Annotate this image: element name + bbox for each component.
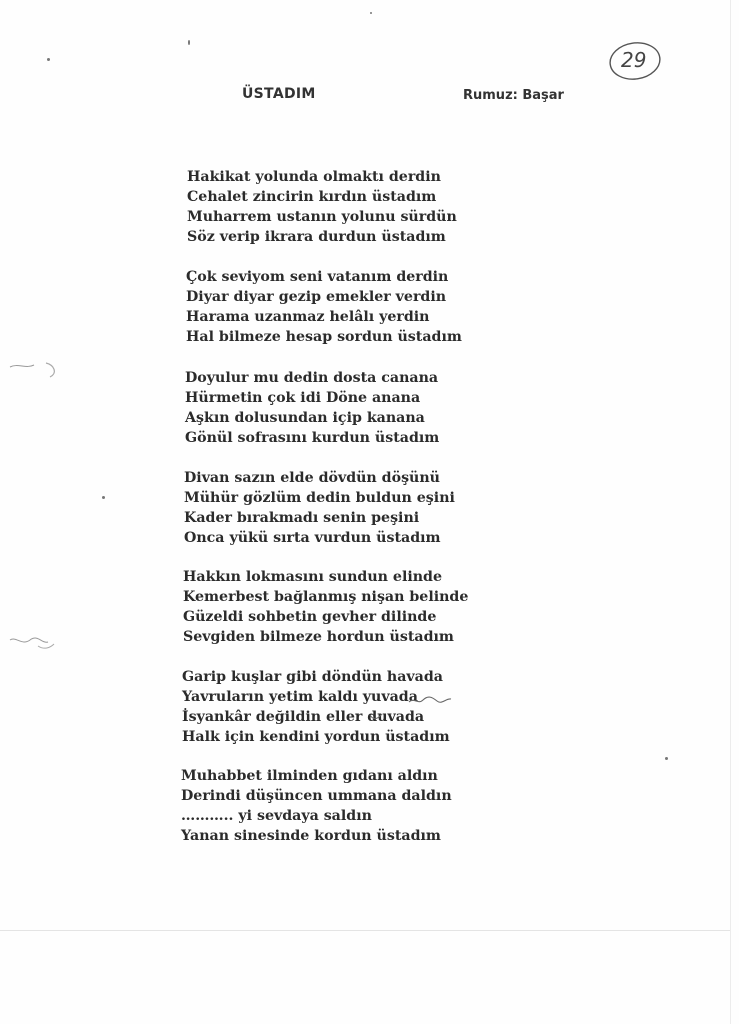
dust-speck [665,757,668,760]
poem-line: Hakikat yolunda olmaktı derdin [187,169,441,185]
stanza-3 [185,368,439,448]
stanza-5 [183,567,468,647]
stanza-2 [186,267,462,347]
poem-line: Onca yükü sırta vurdun üstadım [184,530,441,546]
poem-line: Aşkın dolusundan içip kanana [185,410,425,426]
dust-speck [47,58,50,61]
poem-line: Yanan sinesinde kordun üstadım [181,828,441,844]
poem-line: Güzeldi sohbetin gevher dilinde [183,609,437,625]
poem-line: Halk için kendini yordun üstadım [182,729,450,745]
pencil-tick-icon [369,712,383,722]
poem-line: Cehalet zincirin kırdın üstadım [187,189,437,205]
poem-line: Yavruların yetim kaldı yuvada [182,689,418,705]
poem-line: Doyulur mu dedin dosta canana [185,370,439,386]
poem-line: Kemerbest bağlanmış nişan belinde [183,589,469,605]
author-pseudonym: Rumuz: Başar [463,88,564,103]
poem-line: Kader bırakmadı senin peşini [184,510,420,526]
poem-line: Mühür gözlüm dedin buldun eşini [184,490,455,506]
page-right-edge [730,0,731,1024]
poem-line: Sevgiden bilmeze hordun üstadım [183,629,454,645]
page-bottom-edge [0,930,730,931]
stanza-7 [181,766,452,846]
poem-line: Hakkın lokmasını sundun elinde [183,569,442,585]
poem-line: Muharrem ustanın yolunu sürdün [187,209,457,225]
poem-line: Hürmetin çok idi Döne anana [185,390,421,406]
dust-speck [370,12,372,14]
dust-speck [102,496,105,499]
poem-line: Gönül sofrasını kurdun üstadım [185,430,440,446]
stanza-4 [184,468,455,548]
poem-line: Derindi düşüncen ummana daldın [181,788,452,804]
dust-speck [188,40,190,45]
poem-line: Muhabbet ilminden gıdanı aldın [181,768,438,784]
poem-line: Çok seviyom seni vatanım derdin [186,269,449,285]
punch-hole-mark-icon [8,632,58,656]
poem-line: İsyankâr değildin eller duvada [182,709,425,725]
handwritten-page-number [608,40,662,82]
poem-line: Söz verip ikrara durdun üstadım [187,229,446,245]
poem-title: ÜSTADIM [242,86,316,102]
page-number-text: 29 [621,48,647,72]
poem-line: ……….. yi sevdaya saldın [181,808,372,824]
stanza-1 [187,167,457,247]
poem-line: Garip kuşlar gibi döndün havada [182,669,443,685]
punch-hole-mark-icon [8,355,60,381]
poem-line: Divan sazın elde dövdün döşünü [184,470,440,486]
stanza-6 [182,667,450,747]
poem-line: Harama uzanmaz helâlı yerdin [186,309,430,325]
poem-line: Hal bilmeze hesap sordun üstadım [186,329,462,345]
poem-line: Diyar diyar gezip emekler verdin [186,289,447,305]
pencil-squiggle-icon [408,694,452,706]
